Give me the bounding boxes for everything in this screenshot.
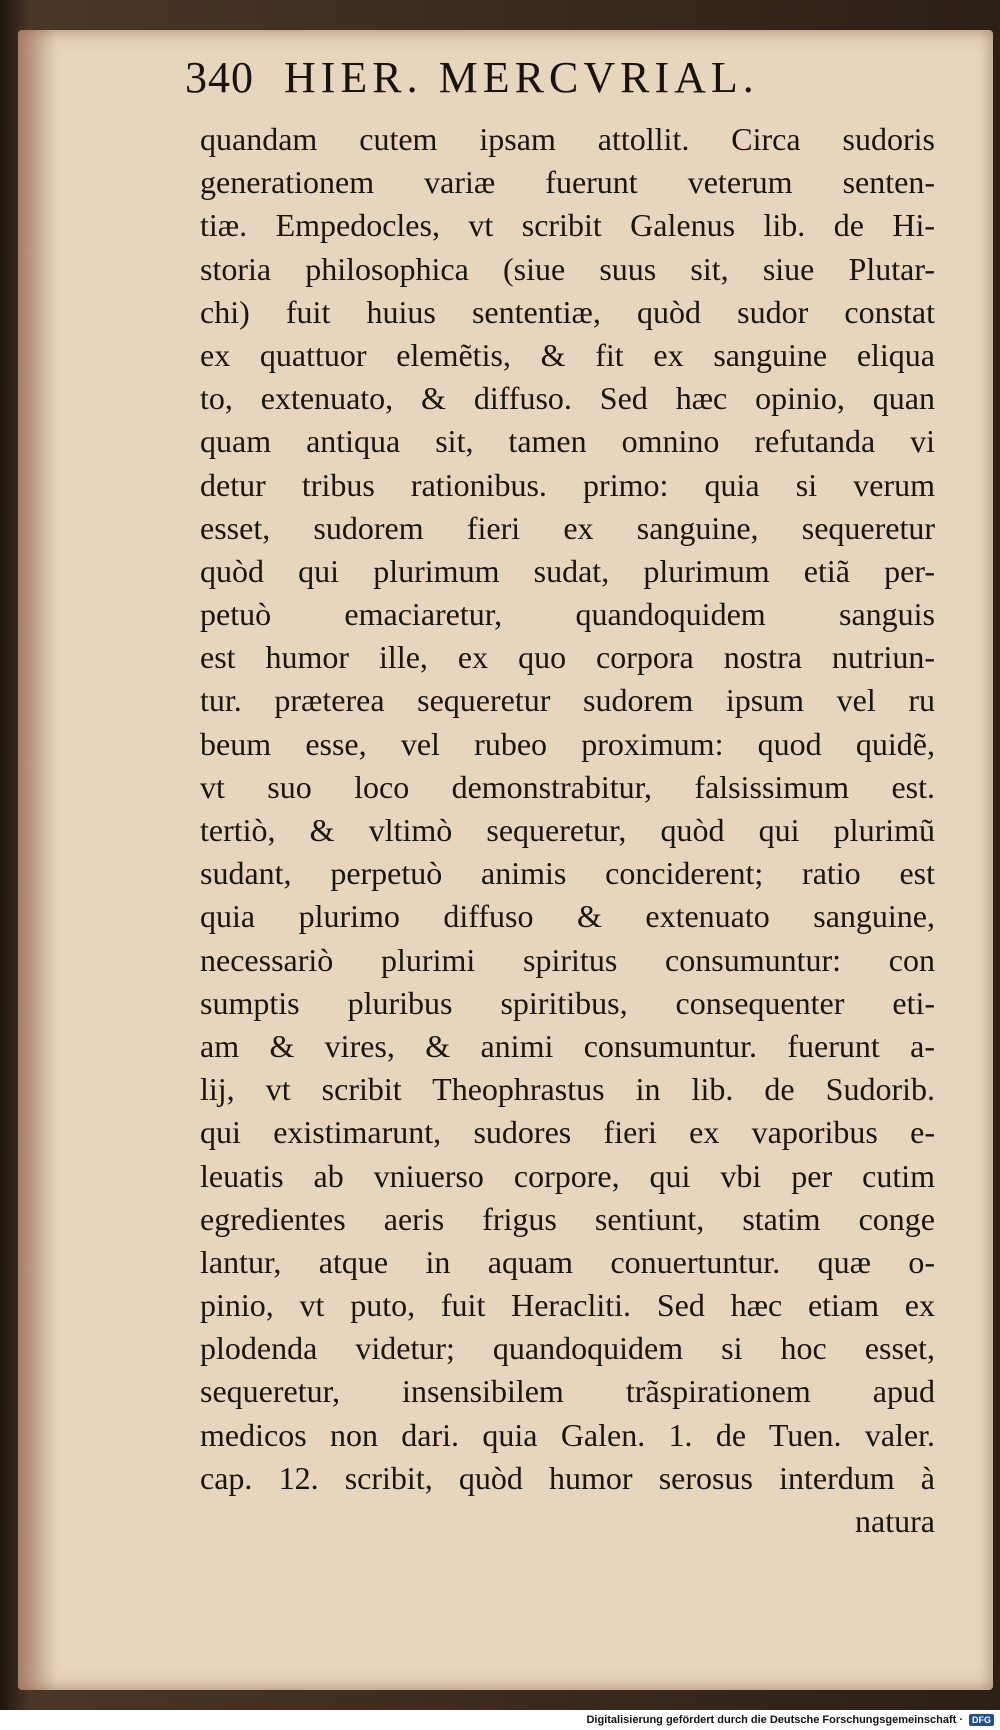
text-line: quòd qui plurimum sudat, plurimum etiã per-: [200, 552, 935, 589]
text-line: sudant, perpetuò animis conciderent; ratio est: [200, 855, 935, 892]
text-line: esset, sudorem fieri ex sanguine, sequeretur: [200, 509, 935, 546]
text-line: egredientes aeris frigus sentiunt, statim conge: [200, 1200, 935, 1237]
running-title: HIER. MERCVRIAL.: [284, 53, 759, 102]
text-line: necessariò plurimi spiritus consumuntur: con: [200, 941, 935, 978]
text-line: tiæ. Empedocles, vt scribit Galenus lib. de Hi-: [200, 207, 935, 244]
text-line: beum esse, vel rubeo proximum: quod quidẽ,: [200, 725, 935, 762]
dfg-logo-icon: DFG: [969, 1714, 994, 1726]
text-line: est humor ille, ex quo corpora nostra nutriun-: [200, 639, 935, 676]
text-line: storia philosophica (siue suus sit, siue Plutar-: [200, 250, 935, 287]
text-line: sequeretur, insensibilem trãspirationem apud: [200, 1373, 935, 1410]
digitization-footer: [0, 1710, 1000, 1730]
text-line: vt suo loco demonstrabitur, falsissimum est.: [200, 768, 935, 805]
body-text: [200, 118, 935, 1543]
text-line: plodenda videtur; quandoquidem si hoc esset,: [200, 1330, 935, 1367]
page-number: 340: [185, 53, 254, 102]
text-line: generationem variæ fuerunt veterum senten-: [200, 164, 935, 201]
text-line: quam antiqua sit, tamen omnino refutanda vi: [200, 423, 935, 460]
catchword: natura: [855, 1503, 935, 1539]
text-line: leuatis ab vniuerso corpore, qui vbi per cutim: [200, 1157, 935, 1194]
text-line: pinio, vt puto, fuit Heracliti. Sed hæc etiam ex: [200, 1287, 935, 1324]
text-line: tur. præterea sequeretur sudorem ipsum vel ru: [200, 682, 935, 719]
text-line: chi) fuit huius sententiæ, quòd sudor constat: [200, 293, 935, 330]
text-line: detur tribus rationibus. primo: quia si verum: [200, 466, 935, 503]
text-line: lij, vt scribit Theophrastus in lib. de Sudorib.: [200, 1071, 935, 1108]
text-line: sumptis pluribus spiritibus, consequenter eti-: [200, 984, 935, 1021]
text-line: am & vires, & animi consumuntur. fuerunt a-: [200, 1027, 935, 1064]
text-line: medicos non dari. quia Galen. 1. de Tuen. valer.: [200, 1416, 935, 1453]
text-line: cap. 12. scribit, quòd humor serosus interdum à: [200, 1459, 935, 1496]
text-line: to, extenuato, & diffuso. Sed hæc opinio, quan: [200, 380, 935, 417]
text-line: tertiò, & vltimò sequeretur, quòd qui plurimũ: [200, 812, 935, 848]
text-line: qui existimarunt, sudores fieri ex vaporibus e-: [200, 1114, 935, 1151]
text-line: quandam cutem ipsam attollit. Circa sudoris: [200, 121, 935, 157]
funding-credit: Digitalisierung gefördert durch die Deutsche Forschungsgemeinschaft ·: [586, 1714, 963, 1726]
text-line: ex quattuor elemẽtis, & fit ex sanguine eliqua: [200, 336, 935, 373]
text-line: petuò emaciaretur, quandoquidem sanguis: [200, 596, 935, 633]
running-head: [185, 52, 885, 112]
text-line: quia plurimo diffuso & extenuato sanguine,: [200, 898, 935, 935]
text-line: lantur, atque in aquam conuertuntur. quæ o-: [200, 1243, 935, 1280]
